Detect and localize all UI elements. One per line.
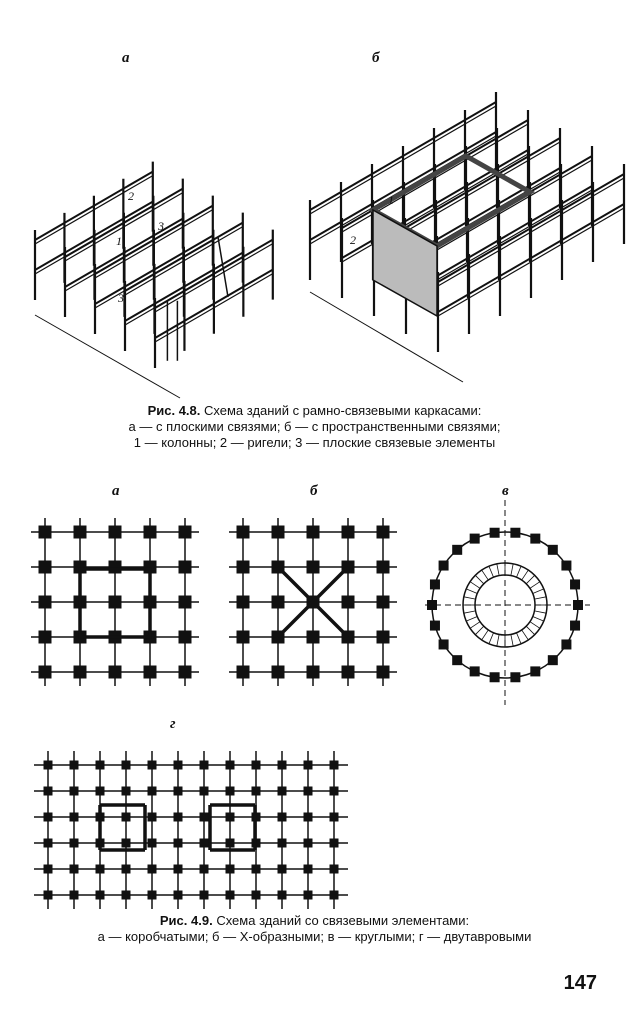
column-square xyxy=(377,631,390,644)
column-square xyxy=(226,761,235,770)
fig49-caption-line1: Схема зданий со связевыми элементами: xyxy=(216,913,470,928)
column-square xyxy=(109,631,122,644)
column-square xyxy=(237,596,250,609)
column-square xyxy=(430,621,440,631)
fig49a-plan xyxy=(31,518,199,686)
core-rib xyxy=(511,634,513,646)
fig48-caption-line3: 1 — колонны; 2 — ригели; 3 — плоские связевые элементы xyxy=(133,435,496,450)
core-rib xyxy=(482,570,489,580)
column-square xyxy=(278,813,287,822)
column-square xyxy=(200,787,209,796)
column-square xyxy=(272,666,285,679)
column-square xyxy=(278,891,287,900)
fig49-label-a: а xyxy=(112,483,120,499)
column-square xyxy=(530,666,540,676)
column-square xyxy=(200,813,209,822)
column-square xyxy=(330,787,339,796)
fig48-caption-line1: Схема зданий с рамно-связевыми каркасами: xyxy=(204,403,482,418)
column-square xyxy=(330,813,339,822)
column-square xyxy=(330,839,339,848)
column-square xyxy=(237,526,250,539)
column-square xyxy=(148,865,157,874)
column-square xyxy=(174,839,183,848)
column-square xyxy=(39,666,52,679)
column-square xyxy=(174,787,183,796)
column-square xyxy=(377,596,390,609)
column-square xyxy=(226,787,235,796)
fig49-label-v: в xyxy=(502,483,509,499)
column-square xyxy=(74,631,87,644)
column-square xyxy=(342,631,355,644)
column-square xyxy=(252,787,261,796)
column-square xyxy=(237,666,250,679)
column-square xyxy=(330,891,339,900)
column-square xyxy=(174,891,183,900)
column-square xyxy=(548,655,558,665)
column-square xyxy=(342,666,355,679)
core-outer xyxy=(463,563,547,647)
core-rib xyxy=(464,611,476,613)
core-rib xyxy=(516,566,521,577)
core-rib xyxy=(464,597,476,599)
column-square xyxy=(70,865,79,874)
callout-1b: 1 xyxy=(388,193,394,207)
column-square xyxy=(570,621,580,631)
core-rib xyxy=(489,633,494,644)
core-rib xyxy=(511,564,513,576)
column-square xyxy=(342,561,355,574)
column-square xyxy=(70,813,79,822)
column-square xyxy=(377,526,390,539)
column-square xyxy=(330,761,339,770)
core-rib xyxy=(526,626,534,634)
column-square xyxy=(144,666,157,679)
fig49-label-g: г xyxy=(170,716,176,732)
column-square xyxy=(74,596,87,609)
column-square xyxy=(304,839,313,848)
column-square xyxy=(148,813,157,822)
fig48-label-a: а xyxy=(122,50,130,66)
core-rib xyxy=(466,589,477,594)
x-brace xyxy=(278,567,348,637)
column-square xyxy=(490,672,500,682)
column-square xyxy=(237,561,250,574)
column-square xyxy=(96,761,105,770)
column-square xyxy=(304,787,313,796)
column-square xyxy=(452,655,462,665)
column-square xyxy=(148,839,157,848)
column-square xyxy=(144,631,157,644)
column-square xyxy=(39,526,52,539)
column-square xyxy=(109,561,122,574)
column-square xyxy=(252,813,261,822)
column-square xyxy=(561,561,571,571)
box-core xyxy=(80,569,150,637)
column-square xyxy=(430,579,440,589)
column-square xyxy=(148,891,157,900)
column-square xyxy=(307,561,320,574)
outer-ring xyxy=(432,532,578,678)
core-inner xyxy=(475,575,535,635)
column-square xyxy=(570,579,580,589)
column-square xyxy=(573,600,583,610)
callout-1a: 1 xyxy=(116,234,122,248)
column-square xyxy=(427,600,437,610)
column-square xyxy=(179,596,192,609)
column-square xyxy=(179,666,192,679)
column-square xyxy=(272,561,285,574)
fig48-caption-line2: а — с плоскими связями; б — с пространственными связями; xyxy=(128,419,501,434)
core-rib xyxy=(530,622,540,629)
column-square xyxy=(304,813,313,822)
column-square xyxy=(122,761,131,770)
column-square xyxy=(148,761,157,770)
column-square xyxy=(252,839,261,848)
column-square xyxy=(96,891,105,900)
column-square xyxy=(174,865,183,874)
core-rib xyxy=(522,630,529,640)
column-square xyxy=(304,891,313,900)
column-square xyxy=(307,631,320,644)
column-square xyxy=(96,865,105,874)
column-square xyxy=(70,787,79,796)
column-square xyxy=(122,865,131,874)
fig49b-plan xyxy=(229,518,397,686)
column-square xyxy=(272,526,285,539)
fig49-caption-line2: а — коробчатыми; б — Х-образными; в — круглыми; г — двутавровыми xyxy=(97,929,532,944)
column-square xyxy=(109,526,122,539)
column-square xyxy=(452,545,462,555)
column-square xyxy=(200,865,209,874)
column-square xyxy=(39,631,52,644)
column-square xyxy=(70,839,79,848)
fig48-caption-title: Рис. 4.8. xyxy=(147,403,201,418)
callout-3a-top: 3 xyxy=(158,219,164,233)
fig49v-plan xyxy=(425,500,590,705)
column-square xyxy=(470,666,480,676)
column-square xyxy=(278,787,287,796)
core-rib xyxy=(470,582,480,589)
column-square xyxy=(70,761,79,770)
core-rib xyxy=(522,570,529,580)
column-square xyxy=(200,891,209,900)
core-rib xyxy=(475,575,483,583)
column-square xyxy=(490,528,500,538)
fig48-caption xyxy=(0,403,629,451)
column-square xyxy=(272,631,285,644)
column-square xyxy=(342,526,355,539)
column-square xyxy=(179,631,192,644)
column-square xyxy=(377,666,390,679)
column-square xyxy=(122,891,131,900)
column-square xyxy=(470,534,480,544)
column-square xyxy=(307,526,320,539)
core-rib xyxy=(489,566,494,577)
fig49-caption-title: Рис. 4.9. xyxy=(159,913,213,928)
column-square xyxy=(174,761,183,770)
column-square xyxy=(200,761,209,770)
column-square xyxy=(122,787,131,796)
fig48-callouts xyxy=(116,189,394,305)
fig48b-frame xyxy=(310,92,624,382)
column-square xyxy=(439,561,449,571)
fig48-drawings xyxy=(0,0,629,400)
column-square xyxy=(148,787,157,796)
column-square xyxy=(96,787,105,796)
core-rib xyxy=(470,622,480,629)
column-square xyxy=(96,839,105,848)
column-square xyxy=(304,865,313,874)
callout-2a: 2 xyxy=(128,189,134,203)
fig49-caption xyxy=(0,913,629,945)
column-square xyxy=(330,865,339,874)
fig48a-frame xyxy=(35,162,273,398)
column-square xyxy=(144,596,157,609)
column-square xyxy=(252,891,261,900)
column-square xyxy=(39,596,52,609)
column-square xyxy=(74,666,87,679)
core-rib xyxy=(533,616,544,621)
column-square xyxy=(439,639,449,649)
fig49-label-b: б xyxy=(310,483,318,499)
column-square xyxy=(307,596,320,609)
column-square xyxy=(44,865,53,874)
column-square xyxy=(307,666,320,679)
column-square xyxy=(200,839,209,848)
core-rib xyxy=(466,616,477,621)
column-square xyxy=(144,561,157,574)
column-square xyxy=(252,865,261,874)
core-rib xyxy=(534,611,546,613)
column-square xyxy=(226,891,235,900)
column-square xyxy=(272,596,285,609)
core-rib xyxy=(530,582,540,589)
column-square xyxy=(278,865,287,874)
page-number: 147 xyxy=(563,972,597,994)
column-square xyxy=(74,526,87,539)
core-rib xyxy=(497,564,499,576)
column-square xyxy=(44,813,53,822)
callout-2b: 2 xyxy=(350,233,356,247)
column-square xyxy=(278,761,287,770)
core-rib xyxy=(497,634,499,646)
column-square xyxy=(122,839,131,848)
column-square xyxy=(44,891,53,900)
column-square xyxy=(74,561,87,574)
column-square xyxy=(530,534,540,544)
column-square xyxy=(44,761,53,770)
column-square xyxy=(122,813,131,822)
column-square xyxy=(109,596,122,609)
column-square xyxy=(278,839,287,848)
core-rib xyxy=(482,630,489,640)
fig49g-plan xyxy=(34,751,348,909)
column-square xyxy=(252,761,261,770)
column-square xyxy=(342,596,355,609)
column-square xyxy=(561,639,571,649)
x-brace xyxy=(278,567,348,637)
core-rib xyxy=(516,633,521,644)
core-rib xyxy=(534,597,546,599)
column-square xyxy=(510,672,520,682)
callout-3a-bottom: 3 xyxy=(118,291,124,305)
column-square xyxy=(70,891,79,900)
column-square xyxy=(377,561,390,574)
column-square xyxy=(174,813,183,822)
core-rib xyxy=(533,589,544,594)
column-square xyxy=(226,865,235,874)
ground-line xyxy=(35,315,180,398)
column-square xyxy=(237,631,250,644)
column-square xyxy=(179,561,192,574)
fig48-label-b: б xyxy=(372,50,380,66)
column-square xyxy=(44,839,53,848)
core-rib xyxy=(475,626,483,634)
column-square xyxy=(39,561,52,574)
core-rib xyxy=(526,575,534,583)
column-square xyxy=(226,839,235,848)
column-square xyxy=(510,528,520,538)
column-square xyxy=(144,526,157,539)
column-square xyxy=(226,813,235,822)
column-square xyxy=(304,761,313,770)
column-square xyxy=(548,545,558,555)
column-square xyxy=(44,787,53,796)
ground-line xyxy=(310,292,463,382)
column-square xyxy=(96,813,105,822)
column-square xyxy=(109,666,122,679)
column-square xyxy=(179,526,192,539)
